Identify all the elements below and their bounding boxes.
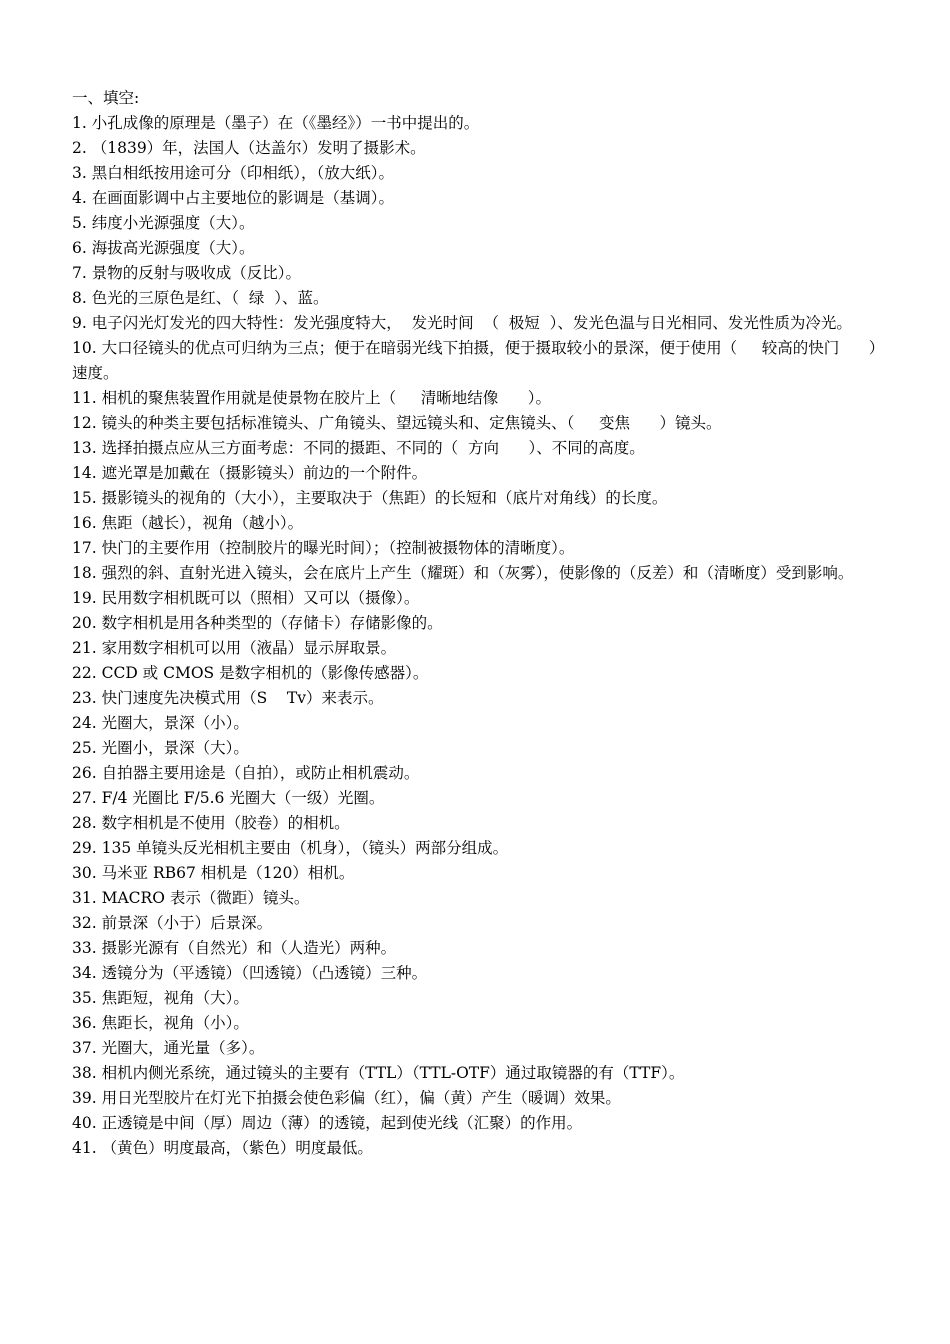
item-number: 3. bbox=[72, 164, 87, 182]
item-text: 透镜分为（平透镜）（凹透镜）（凸透镜）三种。 bbox=[101, 964, 428, 982]
item-text: 马米亚 RB67 相机是（120）相机。 bbox=[101, 864, 355, 882]
item-text: 焦距短，视角（大）。 bbox=[101, 989, 249, 1007]
list-item bbox=[72, 286, 892, 311]
item-text: 强烈的斜、直射光进入镜头，会在底片上产生（耀斑）和（灰雾），使影像的（反差）和（清晰度）受到影响。 bbox=[101, 564, 854, 582]
item-text: 正透镜是中间（厚）周边（薄）的透镜，起到使光线（汇聚）的作用。 bbox=[101, 1114, 583, 1132]
list-item bbox=[72, 911, 892, 936]
list-item bbox=[72, 1061, 892, 1086]
item-text: 相机的聚焦装置作用就是使景物在胶片上（ 清晰地结像 ）。 bbox=[101, 389, 552, 407]
item-text: 景物的反射与吸收成（反比）。 bbox=[91, 264, 301, 282]
item-text: 海拔高光源强度（大）。 bbox=[91, 239, 255, 257]
item-text: 焦距长，视角（小）。 bbox=[101, 1014, 249, 1032]
list-item bbox=[72, 711, 892, 736]
item-text: 快门速度先决模式用（S Tv）来表示。 bbox=[101, 689, 384, 707]
item-text: F/4 光圈比 F/5.6 光圈大（一级）光圈。 bbox=[101, 789, 385, 807]
item-number: 11. bbox=[72, 389, 97, 407]
item-number: 24. bbox=[72, 714, 97, 732]
item-text: 摄影光源有（自然光）和（人造光）两种。 bbox=[101, 939, 397, 957]
list-item bbox=[72, 411, 892, 436]
item-number: 21. bbox=[72, 639, 97, 657]
item-number: 4. bbox=[72, 189, 87, 207]
item-number: 38. bbox=[72, 1064, 97, 1082]
list-item bbox=[72, 811, 892, 836]
item-number: 30. bbox=[72, 864, 97, 882]
item-number: 26. bbox=[72, 764, 97, 782]
item-number: 28. bbox=[72, 814, 97, 832]
item-number: 29. bbox=[72, 839, 97, 857]
item-number: 8. bbox=[72, 289, 87, 307]
item-text: 家用数字相机可以用（液晶）显示屏取景。 bbox=[101, 639, 397, 657]
item-text: 焦距（越长），视角（越小）。 bbox=[101, 514, 304, 532]
item-number: 31. bbox=[72, 889, 97, 907]
item-text: 前景深（小于）后景深。 bbox=[101, 914, 273, 932]
list-item bbox=[72, 936, 892, 961]
list-item bbox=[72, 1011, 892, 1036]
item-text: 在画面影调中占主要地位的影调是（基调）。 bbox=[91, 189, 394, 207]
item-number: 23. bbox=[72, 689, 97, 707]
item-text: 135 单镜头反光相机主要由（机身），（镜头）两部分组成。 bbox=[101, 839, 509, 857]
item-text: 快门的主要作用（控制胶片的曝光时间）；（控制被摄物体的清晰度）。 bbox=[101, 539, 575, 557]
item-text: 遮光罩是加戴在（摄影镜头）前边的一个附件。 bbox=[101, 464, 428, 482]
item-number: 1. bbox=[72, 114, 87, 132]
section-title: 一、填空: bbox=[72, 89, 140, 107]
item-number: 13. bbox=[72, 439, 97, 457]
list-item bbox=[72, 536, 892, 561]
item-number: 15. bbox=[72, 489, 97, 507]
list-item bbox=[72, 561, 892, 586]
item-text: （1839）年，法国人（达盖尔）发明了摄影术。 bbox=[91, 139, 426, 157]
item-text: 民用数字相机既可以（照相）又可以（摄像）。 bbox=[101, 589, 420, 607]
list-item bbox=[72, 661, 892, 686]
list-item bbox=[72, 836, 892, 861]
list-item bbox=[72, 586, 892, 611]
item-number: 19. bbox=[72, 589, 97, 607]
list-item bbox=[72, 261, 892, 286]
list-item bbox=[72, 1086, 892, 1111]
list-item bbox=[72, 386, 892, 411]
item-text: 光圈小，景深（大）。 bbox=[101, 739, 249, 757]
item-number: 6. bbox=[72, 239, 87, 257]
list-item bbox=[72, 736, 892, 761]
item-number: 41. bbox=[72, 1139, 97, 1157]
item-number: 18. bbox=[72, 564, 97, 582]
item-text: 数字相机是不使用（胶卷）的相机。 bbox=[101, 814, 350, 832]
item-number: 25. bbox=[72, 739, 97, 757]
item-text: 电子闪光灯发光的四大特性：发光强度特大， 发光时间 （ 极短 ）、发光色温与日光相同、发光性质为冷光。 bbox=[91, 314, 852, 332]
list-item bbox=[72, 686, 892, 711]
list-item bbox=[72, 111, 892, 136]
list-item bbox=[72, 311, 892, 336]
list-item bbox=[72, 461, 892, 486]
item-number: 14. bbox=[72, 464, 97, 482]
list-item bbox=[72, 861, 892, 886]
list-item bbox=[72, 1111, 892, 1136]
list-item bbox=[72, 986, 892, 1011]
item-number: 37. bbox=[72, 1039, 97, 1057]
item-number: 27. bbox=[72, 789, 97, 807]
list-item bbox=[72, 136, 892, 161]
item-number: 5. bbox=[72, 214, 87, 232]
item-text: 光圈大，景深（小）。 bbox=[101, 714, 249, 732]
item-text: 纬度小光源强度（大）。 bbox=[91, 214, 255, 232]
list-item bbox=[72, 961, 892, 986]
item-number: 32. bbox=[72, 914, 97, 932]
item-text: 相机内侧光系统，通过镜头的主要有（TTL）（TTL-OTF）通过取镜器的有（TTF）。 bbox=[101, 1064, 685, 1082]
list-item bbox=[72, 186, 892, 211]
item-text: 选择拍摄点应从三方面考虑：不同的摄距、不同的（ 方向 ）、不同的高度。 bbox=[101, 439, 645, 457]
list-item bbox=[72, 211, 892, 236]
list-item bbox=[72, 436, 892, 461]
item-text: 镜头的种类主要包括标准镜头、广角镜头、望远镜头和、定焦镜头、（ 变焦 ）镜头。 bbox=[101, 414, 722, 432]
list-item bbox=[72, 1036, 892, 1061]
item-number: 10. bbox=[72, 339, 97, 357]
list-item bbox=[72, 486, 892, 511]
list-item bbox=[72, 336, 892, 386]
item-text: CCD 或 CMOS 是数字相机的（影像传感器）。 bbox=[101, 664, 429, 682]
item-number: 35. bbox=[72, 989, 97, 1007]
item-text: 光圈大，通光量（多）。 bbox=[101, 1039, 265, 1057]
item-number: 7. bbox=[72, 264, 87, 282]
list-item bbox=[72, 236, 892, 261]
list-item bbox=[72, 886, 892, 911]
list-item bbox=[72, 786, 892, 811]
list-item bbox=[72, 161, 892, 186]
item-text: （黄色）明度最高，（紫色）明度最低。 bbox=[101, 1139, 373, 1157]
item-number: 33. bbox=[72, 939, 97, 957]
list-item bbox=[72, 511, 892, 536]
list-item bbox=[72, 761, 892, 786]
item-number: 17. bbox=[72, 539, 97, 557]
item-number: 2. bbox=[72, 139, 87, 157]
item-number: 9. bbox=[72, 314, 87, 332]
item-number: 39. bbox=[72, 1089, 97, 1107]
item-number: 22. bbox=[72, 664, 97, 682]
item-text: MACRO 表示（微距）镜头。 bbox=[101, 889, 310, 907]
question-list bbox=[72, 111, 892, 1161]
item-number: 12. bbox=[72, 414, 97, 432]
item-number: 16. bbox=[72, 514, 97, 532]
item-number: 20. bbox=[72, 614, 97, 632]
item-number: 34. bbox=[72, 964, 97, 982]
item-text: 摄影镜头的视角的（大小），主要取决于（焦距）的长短和（底片对角线）的长度。 bbox=[101, 489, 668, 507]
item-text: 大口径镜头的优点可归纳为三点；便于在暗弱光线下拍摄，便于摄取较小的景深，便于使用（ 较高的快门 ）速度。 bbox=[72, 339, 885, 382]
item-text: 小孔成像的原理是（墨子）在（《墨经》）一书中提出的。 bbox=[91, 114, 480, 132]
item-text: 用日光型胶片在灯光下拍摄会使色彩偏（红），偏（黄）产生（暖调）效果。 bbox=[101, 1089, 621, 1107]
item-text: 色光的三原色是红、（ 绿 ）、蓝。 bbox=[91, 289, 329, 307]
item-number: 40. bbox=[72, 1114, 97, 1132]
item-text: 自拍器主要用途是（自拍），或防止相机震动。 bbox=[101, 764, 420, 782]
list-item bbox=[72, 1136, 892, 1161]
list-item bbox=[72, 636, 892, 661]
item-text: 黑白相纸按用途可分（印相纸），（放大纸）。 bbox=[91, 164, 394, 182]
item-text: 数字相机是用各种类型的（存储卡）存储影像的。 bbox=[101, 614, 443, 632]
item-number: 36. bbox=[72, 1014, 97, 1032]
list-item bbox=[72, 611, 892, 636]
document-page bbox=[72, 86, 892, 1161]
